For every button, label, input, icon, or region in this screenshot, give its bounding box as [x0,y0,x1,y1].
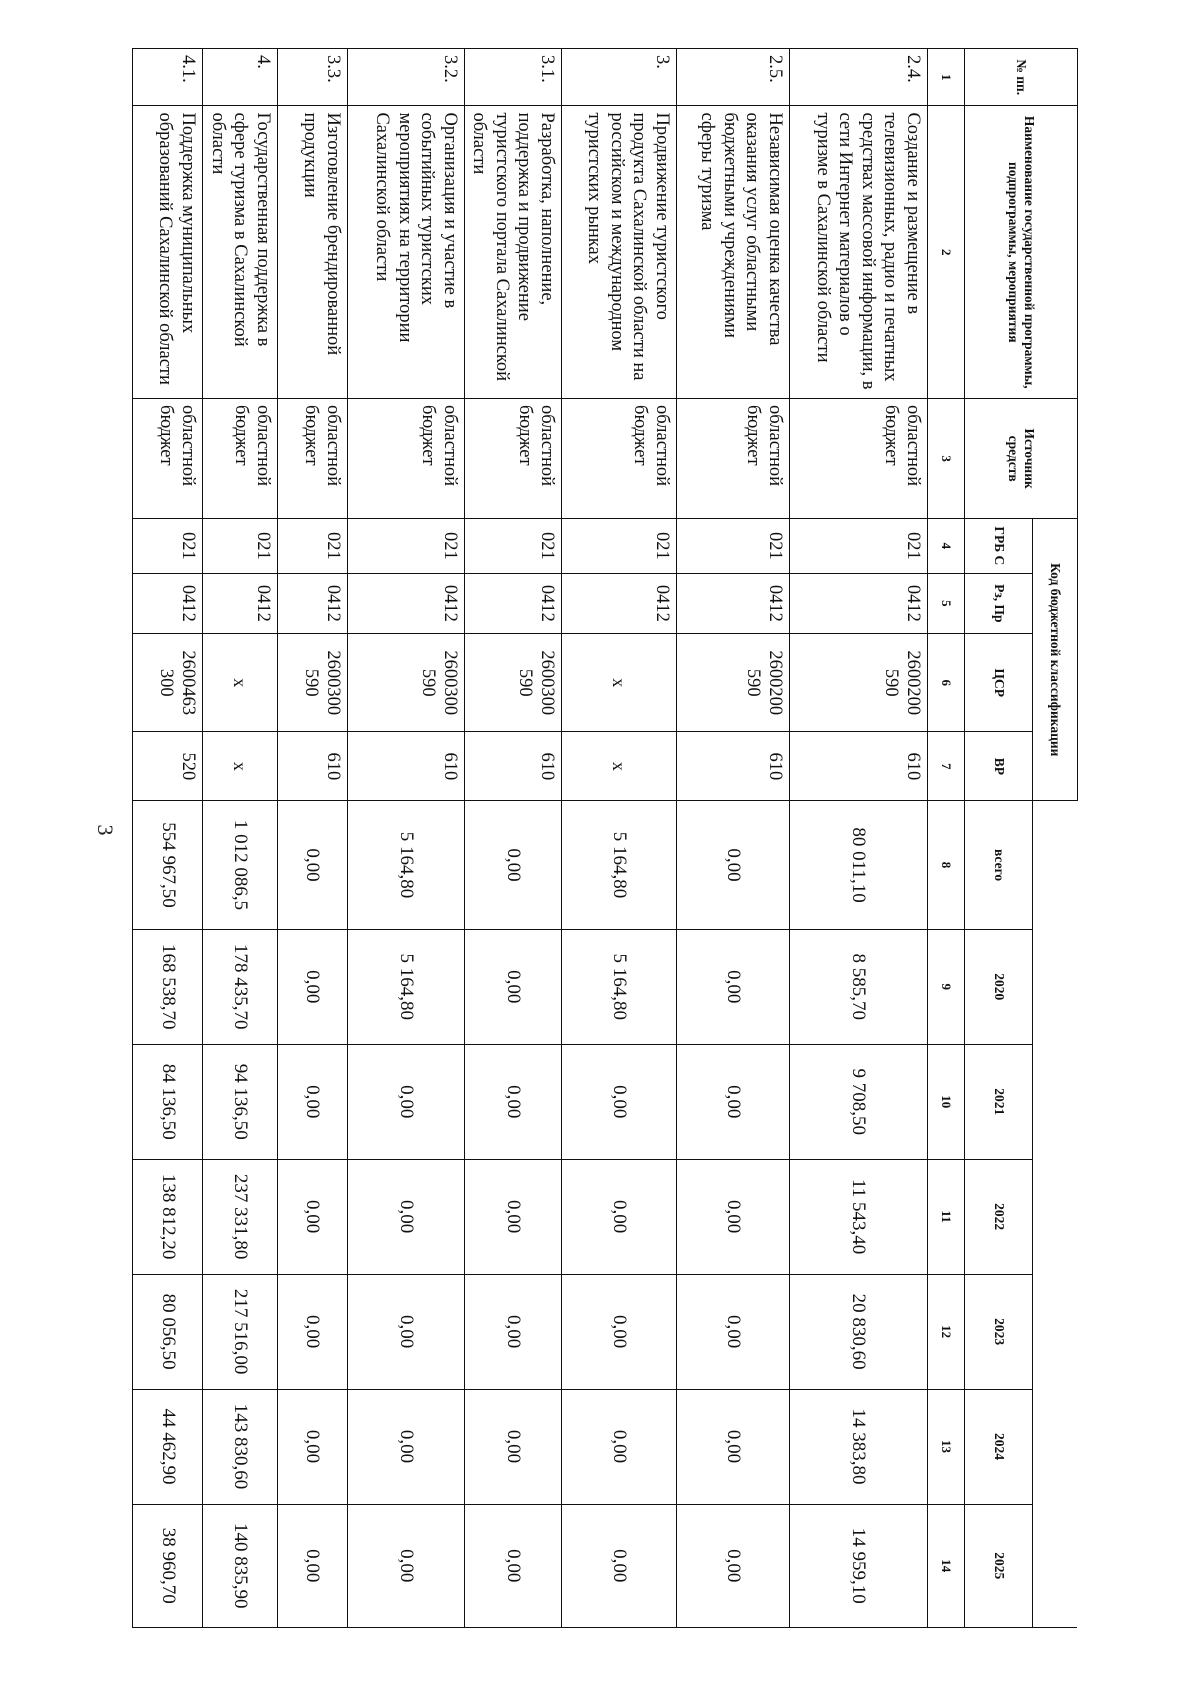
col-number: 9 [928,929,965,1044]
header-total: всего [965,801,1033,930]
col-number: 8 [928,801,965,930]
table-row [347,49,464,1628]
row-2022: 11 543,40 [790,1159,928,1274]
header-num: № пп. [965,49,1078,106]
row-2024: 44 462,90 [133,1389,203,1504]
column-number-row [928,49,965,1628]
row-rzpr: 0412 [790,573,928,634]
header-2021: 2021 [965,1044,1033,1159]
row-2023: 0,00 [464,1274,561,1389]
row-2024: 0,00 [347,1389,464,1504]
header-2020: 2020 [965,929,1033,1044]
row-2022: 0,00 [677,1159,790,1274]
row-csr: x [562,634,677,732]
budget-table-wrapper [155,48,1078,1628]
row-num: 3.1. [464,49,561,106]
row-name: Организация и участие в событийных туристских мероприятиях на территории Сахалинской области [347,106,464,399]
row-vr: 610 [790,732,928,801]
row-2021: 0,00 [277,1044,347,1159]
row-source: областной бюджет [203,399,278,519]
row-2024: 0,00 [464,1389,561,1504]
table-row [464,49,561,1628]
row-2020: 5 164,80 [562,929,677,1044]
row-2021: 0,00 [347,1044,464,1159]
row-grbs: 021 [677,519,790,573]
row-rzpr: 0412 [464,573,561,634]
row-name: Государственная поддержка в сфере туризма в Сахалинской области [203,106,278,399]
col-number: 3 [928,399,965,519]
row-source: областной бюджет [562,399,677,519]
row-csr: 2600200 590 [790,634,928,732]
row-csr: 2600300 590 [347,634,464,732]
row-2022: 0,00 [562,1159,677,1274]
row-vr: 610 [277,732,347,801]
header-2022: 2022 [965,1159,1033,1274]
row-2024: 0,00 [562,1389,677,1504]
row-2025: 0,00 [347,1504,464,1628]
row-2021: 0,00 [464,1044,561,1159]
budget-table [132,48,1078,1628]
row-source: областной бюджет [347,399,464,519]
row-2020: 0,00 [677,929,790,1044]
row-rzpr: 0412 [562,573,677,634]
row-2023: 0,00 [277,1274,347,1389]
row-name: Независимая оценка качества оказания услуг областными бюджетными учреждениями сферы туризма [677,106,790,399]
row-2023: 0,00 [562,1274,677,1389]
row-2024: 0,00 [677,1389,790,1504]
row-2023: 0,00 [677,1274,790,1389]
row-2020: 0,00 [464,929,561,1044]
row-grbs: 021 [203,519,278,573]
row-grbs: 021 [562,519,677,573]
header-source: Источник средств [965,399,1078,519]
row-vr: 520 [133,732,203,801]
col-number: 5 [928,573,965,634]
row-source: областной бюджет [277,399,347,519]
row-total: 1 012 086,5 [203,801,278,930]
row-2024: 0,00 [277,1389,347,1504]
row-num: 3.2. [347,49,464,106]
header-vr: ВР [965,732,1033,801]
row-rzpr: 0412 [277,573,347,634]
row-2022: 237 331,80 [203,1159,278,1274]
header-2024: 2024 [965,1389,1033,1504]
row-rzpr: 0412 [347,573,464,634]
row-2025: 0,00 [677,1504,790,1628]
col-number: 7 [928,732,965,801]
row-2023: 217 516,00 [203,1274,278,1389]
row-2024: 14 383,80 [790,1389,928,1504]
row-2022: 0,00 [464,1159,561,1274]
row-total: 554 967,50 [133,801,203,930]
row-vr: x [203,732,278,801]
col-number: 10 [928,1044,965,1159]
row-total: 0,00 [277,801,347,930]
row-2025: 0,00 [464,1504,561,1628]
row-num: 3. [562,49,677,106]
row-total: 5 164,80 [347,801,464,930]
row-total: 5 164,80 [562,801,677,930]
row-csr: 2600300 590 [277,634,347,732]
row-num: 4. [203,49,278,106]
row-vr: 610 [464,732,561,801]
row-2020: 8 585,70 [790,929,928,1044]
header-csr: ЦСР [965,634,1033,732]
row-2023: 80 056,50 [133,1274,203,1389]
row-rzpr: 0412 [203,573,278,634]
table-row [133,49,203,1628]
row-vr: x [562,732,677,801]
col-number: 12 [928,1274,965,1389]
row-vr: 610 [677,732,790,801]
header-rzpr: Рз, Пр [965,573,1033,634]
row-csr: 2600300 590 [464,634,561,732]
row-2023: 20 830,60 [790,1274,928,1389]
row-2020: 178 435,70 [203,929,278,1044]
col-number: 14 [928,1504,965,1628]
row-2025: 38 960,70 [133,1504,203,1628]
header-grbs: ГРБ С [965,519,1033,573]
row-source: областной бюджет [133,399,203,519]
table-row [203,49,278,1628]
row-2021: 94 136,50 [203,1044,278,1159]
row-grbs: 021 [277,519,347,573]
row-2020: 168 538,70 [133,929,203,1044]
row-name: Создание и размещение в телевизионных, радио и печатных средствах массовой информации, в сети Интернет материалов о туризме в Сахалинской области [790,106,928,399]
row-source: областной бюджет [464,399,561,519]
table-row [790,49,928,1628]
row-2020: 0,00 [277,929,347,1044]
row-total: 0,00 [677,801,790,930]
row-num: 3.3. [277,49,347,106]
col-number: 11 [928,1159,965,1274]
row-grbs: 021 [790,519,928,573]
col-number: 1 [928,49,965,106]
row-2021: 84 136,50 [133,1044,203,1159]
row-2021: 0,00 [562,1044,677,1159]
header-code-group: Код бюджетной классификации [1033,519,1078,801]
row-grbs: 021 [347,519,464,573]
row-2024: 143 830,60 [203,1389,278,1504]
row-name: Разработка, наполнение, поддержка и продвижение туристского портала Сахалинской области [464,106,561,399]
row-num: 2.4. [790,49,928,106]
page-number: 3 [93,824,118,836]
row-vr: 610 [347,732,464,801]
row-2025: 14 959,10 [790,1504,928,1628]
col-number: 4 [928,519,965,573]
row-name: Изготовление брендированной продукции [277,106,347,399]
row-grbs: 021 [133,519,203,573]
header-2025: 2025 [965,1504,1033,1628]
row-2023: 0,00 [347,1274,464,1389]
row-2021: 0,00 [677,1044,790,1159]
row-source: областной бюджет [677,399,790,519]
row-csr: 2600463 300 [133,634,203,732]
row-2021: 9 708,50 [790,1044,928,1159]
row-rzpr: 0412 [133,573,203,634]
row-2022: 0,00 [347,1159,464,1274]
row-grbs: 021 [464,519,561,573]
col-number: 2 [928,106,965,399]
row-2020: 5 164,80 [347,929,464,1044]
header-2023: 2023 [965,1274,1033,1389]
row-total: 0,00 [464,801,561,930]
row-rzpr: 0412 [677,573,790,634]
row-name: Поддержка муниципальных образований Сахалинской области [133,106,203,399]
row-2022: 138 812,20 [133,1159,203,1274]
row-csr: x [203,634,278,732]
row-2025: 0,00 [562,1504,677,1628]
row-csr: 2600200 590 [677,634,790,732]
row-total: 80 011,10 [790,801,928,930]
table-row [677,49,790,1628]
header-name: Наименование государственной программы, подпрограммы, мероприятия [965,106,1078,399]
row-name: Продвижение туристского продукта Сахалинской области на российском и международном туристских рынках [562,106,677,399]
row-2025: 0,00 [277,1504,347,1628]
table-row [277,49,347,1628]
row-2025: 140 835,90 [203,1504,278,1628]
header-amounts-blank [1033,801,1078,1628]
row-2022: 0,00 [277,1159,347,1274]
row-source: областной бюджет [790,399,928,519]
col-number: 6 [928,634,965,732]
col-number: 13 [928,1389,965,1504]
row-num: 2.5. [677,49,790,106]
row-num: 4.1. [133,49,203,106]
table-row [562,49,677,1628]
